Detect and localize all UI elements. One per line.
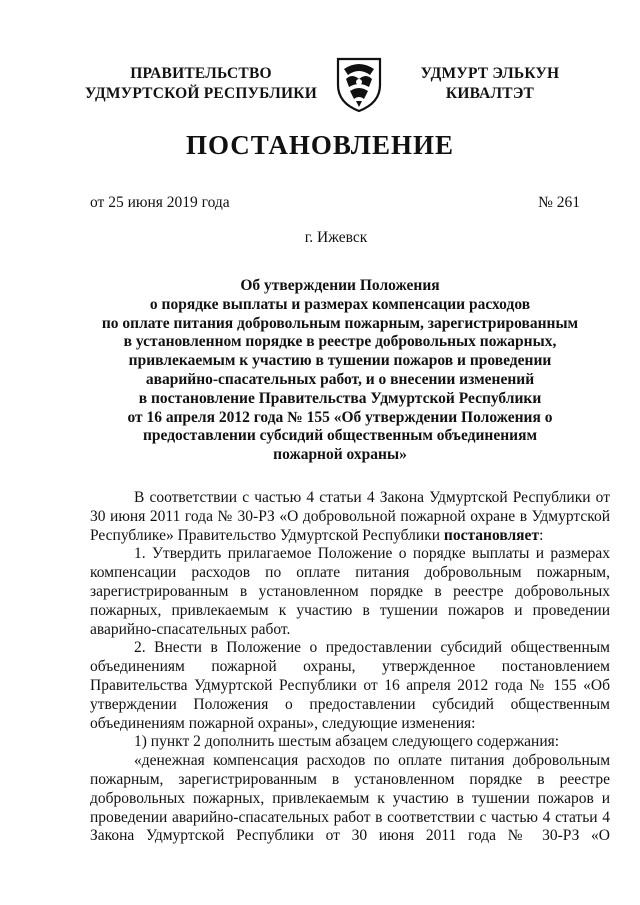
subject-line: пожарной охраны» <box>273 446 407 464</box>
subject-line: привлекаемым к участию в тушении пожаров и проведении <box>128 352 552 370</box>
decree-word: постановляет <box>443 526 540 544</box>
document-body <box>90 489 610 846</box>
subject-line: по оплате питания добровольным пожарным, зарегистрированным <box>101 314 579 332</box>
header-line: УДМУРТСКОЙ РЕСПУБЛИКИ <box>85 85 317 102</box>
document-number: № 261 <box>538 194 580 211</box>
document-subject <box>90 277 590 465</box>
header-government-udm <box>404 64 576 104</box>
document-title: ПОСТАНОВЛЕНИЕ <box>185 130 455 160</box>
subject-line: аварийно-спасательных работ, и о внесении изменений <box>145 370 535 388</box>
header-line: КИВАЛТЭТ <box>445 85 535 102</box>
decree-colon: : <box>539 526 544 544</box>
subject-line: предоставлении субсидий общественным объединениям <box>142 427 538 445</box>
preamble-paragraph <box>90 489 610 545</box>
header-line: УДМУРТ ЭЛЬКУН <box>420 65 560 82</box>
document-date: от 25 июня 2019 года <box>90 194 230 211</box>
subject-line: о порядке выплаты и размерах компенсации расходов <box>149 295 531 313</box>
preamble-text: В соответствии с частью 4 статьи 4 Закона Удмуртской Республики от 30 июня 2011 года № 30-РЗ «О добровольной пожарной охране в Удмуртской Республике» Правительство Удмуртской Республики <box>90 489 610 544</box>
item-2-1-paragraph: 1) пункт 2 дополнить шестым абзацем следующего содержания: <box>134 733 560 751</box>
header-line: ПРАВИТЕЛЬСТВО <box>130 65 272 82</box>
subject-line: в постановление Правительства Удмуртской Республики <box>138 389 542 407</box>
subject-line: Об утверждении Положения <box>240 277 440 294</box>
document-city: г. Ижевск <box>304 229 368 246</box>
coat-of-arms-emblem <box>334 55 384 113</box>
quoted-amendment-paragraph: «денежная компенсация расходов по оплате питания добровольным пожарным, зарегистрированным в установленном порядке в реестре добровольных пожарных, привлекаемым к участию в тушении пожаров и проведении аварийно-спасательных работ в соответствии с частью 4 статьи 4 Закона Удмуртской Республики от 30 июня 2011 года № 30-РЗ «О <box>90 752 610 845</box>
header-government-ru <box>82 64 320 104</box>
subject-line: от 16 апреля 2012 года № 155 «Об утверждении Положения о <box>127 408 553 426</box>
subject-line: в установленном порядке в реестре добровольных пожарных, <box>123 333 557 351</box>
item-1-paragraph: 1. Утвердить прилагаемое Положение о порядке выплаты и размерах компенсации расходов по оплате питания добровольным пожарным, зарегистрированным в установленном порядке в реестре добровольных пожарных, привлекаемым к участию в тушении пожаров и проведении аварийно-спасательных работ. <box>90 545 610 638</box>
item-2-paragraph: 2. Внести в Положение о предоставлении субсидий общественным объединениям пожарной охраны, утвержденное постановлением Правительства Удмуртской Республики от 16 апреля 2012 года № 155 «Об утверждении Положения о предоставлении субсидий общественным объединениям пожарной охраны», следующие изменения: <box>90 639 610 732</box>
